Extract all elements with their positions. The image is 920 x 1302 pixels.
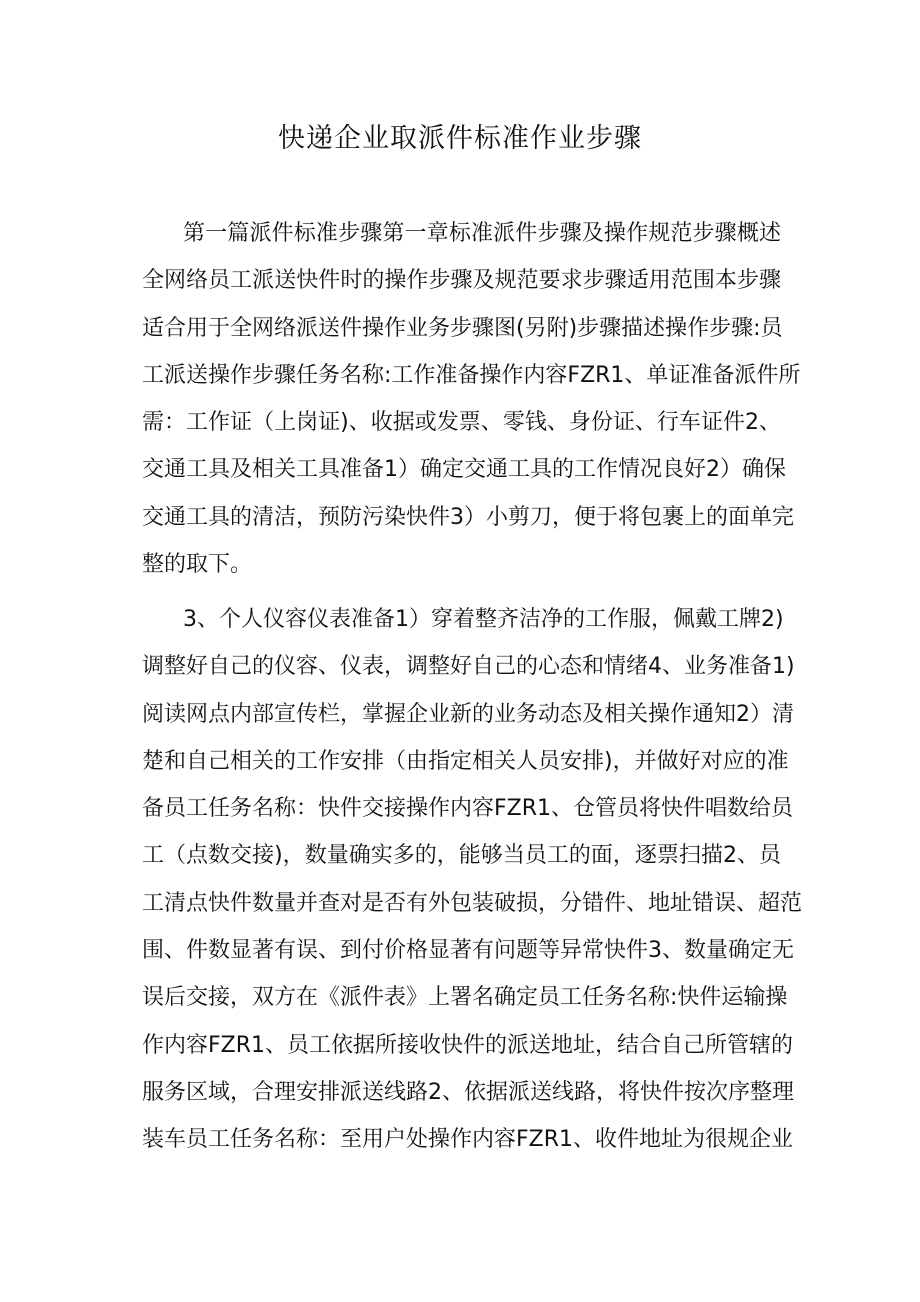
text-line: 需：工作证（上岗证)、收据或发票、零钱、身份证、行车证件2、 [142,410,781,436]
text-line: 全网络员工派送快件时的操作步骤及规范要求步骤适用范围本步骤 [142,268,781,294]
text-line: 作内容FZR1、员工依据所接收快件的派送地址，结合自己所管辖的 [142,1032,794,1058]
text-line: 服务区域，合理安排派送线路2、依据派送线路，将快件按次序整理 [142,1079,794,1105]
text-line: 备员工任务名称：快件交接操作内容FZR1、仓管员将快件唱数给员 [142,796,794,822]
text-line: 交通工具及相关工具准备1）确定交通工具的工作情况良好2）确保 [142,457,786,483]
text-line: 阅读网点内部宣传栏，掌握企业新的业务动态及相关操作通知2）清 [142,701,794,727]
text-line: 围、件数显著有误、到付价格显著有问题等异常快件3、数量确定无 [142,938,794,964]
paragraph-2 [142,596,803,1164]
text-line: 3、个人仪容仪表准备1）穿着整齐洁净的工作服，佩戴工牌2) [183,607,784,632]
text-line: 适合用于全网络派送件操作业务步骤图(另附)步骤描述操作步骤:员 [142,315,783,341]
paragraph-1 [142,210,801,588]
text-line: 楚和自己相关的工作安排（由指定相关人员安排)，并做好对应的准 [142,748,789,774]
text-line: 工清点快件数量并查对是否有外包装破损，分错件、地址错误、超范 [142,890,803,916]
text-line: 误后交接，双方在《派件表》上署名确定员工任务名称:快件运输操 [142,985,788,1011]
text-line: 工（点数交接)，数量确实多的，能够当员工的面，逐票扫描2、员 [142,843,781,869]
text-line: 整的取下。 [142,552,253,578]
text-line: 交通工具的清洁，预防污染快件3）小剪刀，便于将包裹上的面单完 [142,504,794,530]
text-line: 第一篇派件标准步骤第一章标准派件步骤及操作规范步骤概述 [183,221,781,246]
text-line: 装车员工任务名称：至用户处操作内容FZR1、收件地址为很规企业 [142,1127,794,1153]
document-title: 快递企业取派件标准作业步骤 [278,123,642,154]
text-line: 工派送操作步骤任务名称:工作准备操作内容FZR1、单证准备派件所 [142,362,801,388]
text-line: 调整好自己的仪容、仪表，调整好自己的心态和情绪4、业务准备1) [142,654,795,680]
